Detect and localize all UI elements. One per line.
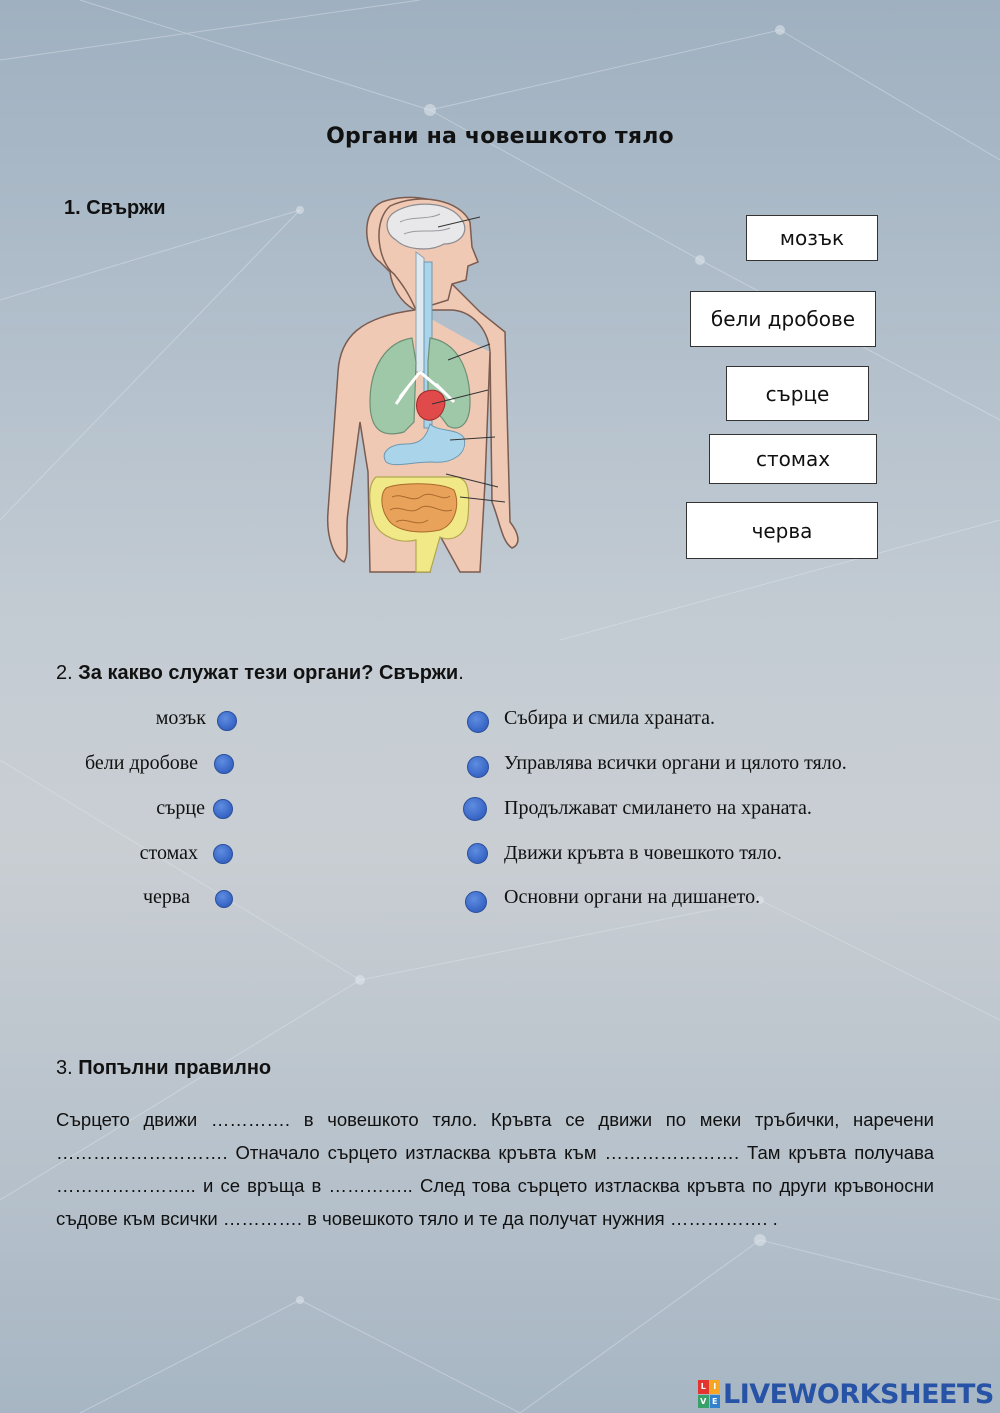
label-box-heart[interactable] <box>726 366 869 421</box>
label-box-text: мозък <box>779 226 845 250</box>
section2-heading-text: За какво служат тези органи? Свържи <box>78 662 459 684</box>
function-dot-3[interactable] <box>463 797 487 821</box>
liveworksheets-badge-icon <box>698 1380 720 1408</box>
organ-word-brain: мозък <box>155 707 206 729</box>
label-box-intestines[interactable] <box>686 502 878 559</box>
paragraph-text: Там кръвта получава <box>739 1142 934 1163</box>
paragraph-text: След това сърцето изтласква кръвта по други кръвоносни съдове към всички <box>56 1175 934 1229</box>
paragraph-text: и се връща в <box>195 1175 329 1196</box>
label-box-stomach[interactable] <box>709 434 877 484</box>
paragraph-text: Отначало сърцето изтласква кръвта към <box>227 1142 605 1163</box>
badge-letter: E <box>710 1395 721 1409</box>
blank-6[interactable]: …………. <box>222 1208 303 1229</box>
liveworksheets-wordmark: LIVEWORKSHEETS <box>723 1378 994 1410</box>
organ-word-intestines: черва <box>143 886 190 908</box>
organ-dot-intestines[interactable] <box>215 890 233 908</box>
small-intestine <box>382 484 457 532</box>
section3-heading <box>56 1057 271 1080</box>
organ-word-stomach: стомах <box>139 842 198 864</box>
section1-heading: 1. Свържи <box>64 197 166 219</box>
section2-heading-end: . <box>458 662 464 684</box>
label-box-text: бели дробове <box>710 307 856 331</box>
blank-5[interactable]: ………….. <box>328 1175 413 1196</box>
function-text-4: Движи кръвта в човешкото тяло. <box>504 842 782 864</box>
organ-dot-lungs[interactable] <box>214 754 234 774</box>
section3-number: 3. <box>56 1057 73 1079</box>
page-title: Органи на човешкото тяло <box>326 124 674 149</box>
label-box-text: стомах <box>755 447 831 471</box>
paragraph-text: Сърцето движи <box>56 1109 211 1130</box>
paragraph-text: в човешкото тяло. Кръвта се движи по меки тръбички, наречени <box>290 1109 934 1130</box>
blank-7[interactable]: ……………. <box>669 1208 768 1229</box>
organ-dot-brain[interactable] <box>217 711 237 731</box>
function-text-1: Събира и смила храната. <box>504 707 716 729</box>
human-body-illustration <box>320 192 535 587</box>
label-box-lungs[interactable] <box>690 291 876 347</box>
label-box-text: сърце <box>765 381 830 406</box>
organ-dot-heart[interactable] <box>213 799 233 819</box>
brain <box>387 204 465 249</box>
section3-heading-text: Попълни правилно <box>78 1057 272 1079</box>
section2-heading <box>56 662 464 685</box>
label-box-text: черва <box>751 518 813 543</box>
blank-3[interactable]: …………………. <box>604 1142 740 1163</box>
function-text-3: Продължават смилането на храната. <box>504 797 812 819</box>
function-text-2: Управлява всички органи и цялото тяло. <box>504 752 847 774</box>
liveworksheets-logo <box>698 1376 994 1412</box>
function-dot-4[interactable] <box>467 843 488 864</box>
blank-4[interactable]: ………………….. <box>56 1175 196 1196</box>
label-box-brain[interactable] <box>746 215 878 261</box>
paragraph-text: в човешкото тяло и те да получат нужния <box>302 1208 670 1229</box>
blank-2[interactable]: ………………………. <box>56 1142 228 1163</box>
fill-in-paragraph <box>56 1103 934 1235</box>
organ-word-lungs: бели дробове <box>84 752 198 774</box>
badge-letter: V <box>698 1395 709 1409</box>
badge-letter: I <box>710 1380 721 1394</box>
organ-word-heart: сърце <box>156 797 205 819</box>
function-dot-1[interactable] <box>467 711 489 733</box>
function-dot-5[interactable] <box>465 891 487 913</box>
badge-letter: L <box>698 1380 709 1394</box>
function-dot-2[interactable] <box>467 756 489 778</box>
blank-1[interactable]: …………. <box>210 1109 291 1130</box>
organ-dot-stomach[interactable] <box>213 844 233 864</box>
function-text-5: Основни органи на дишането. <box>504 886 761 908</box>
paragraph-text: . <box>767 1208 778 1229</box>
section2-number: 2. <box>56 662 73 684</box>
